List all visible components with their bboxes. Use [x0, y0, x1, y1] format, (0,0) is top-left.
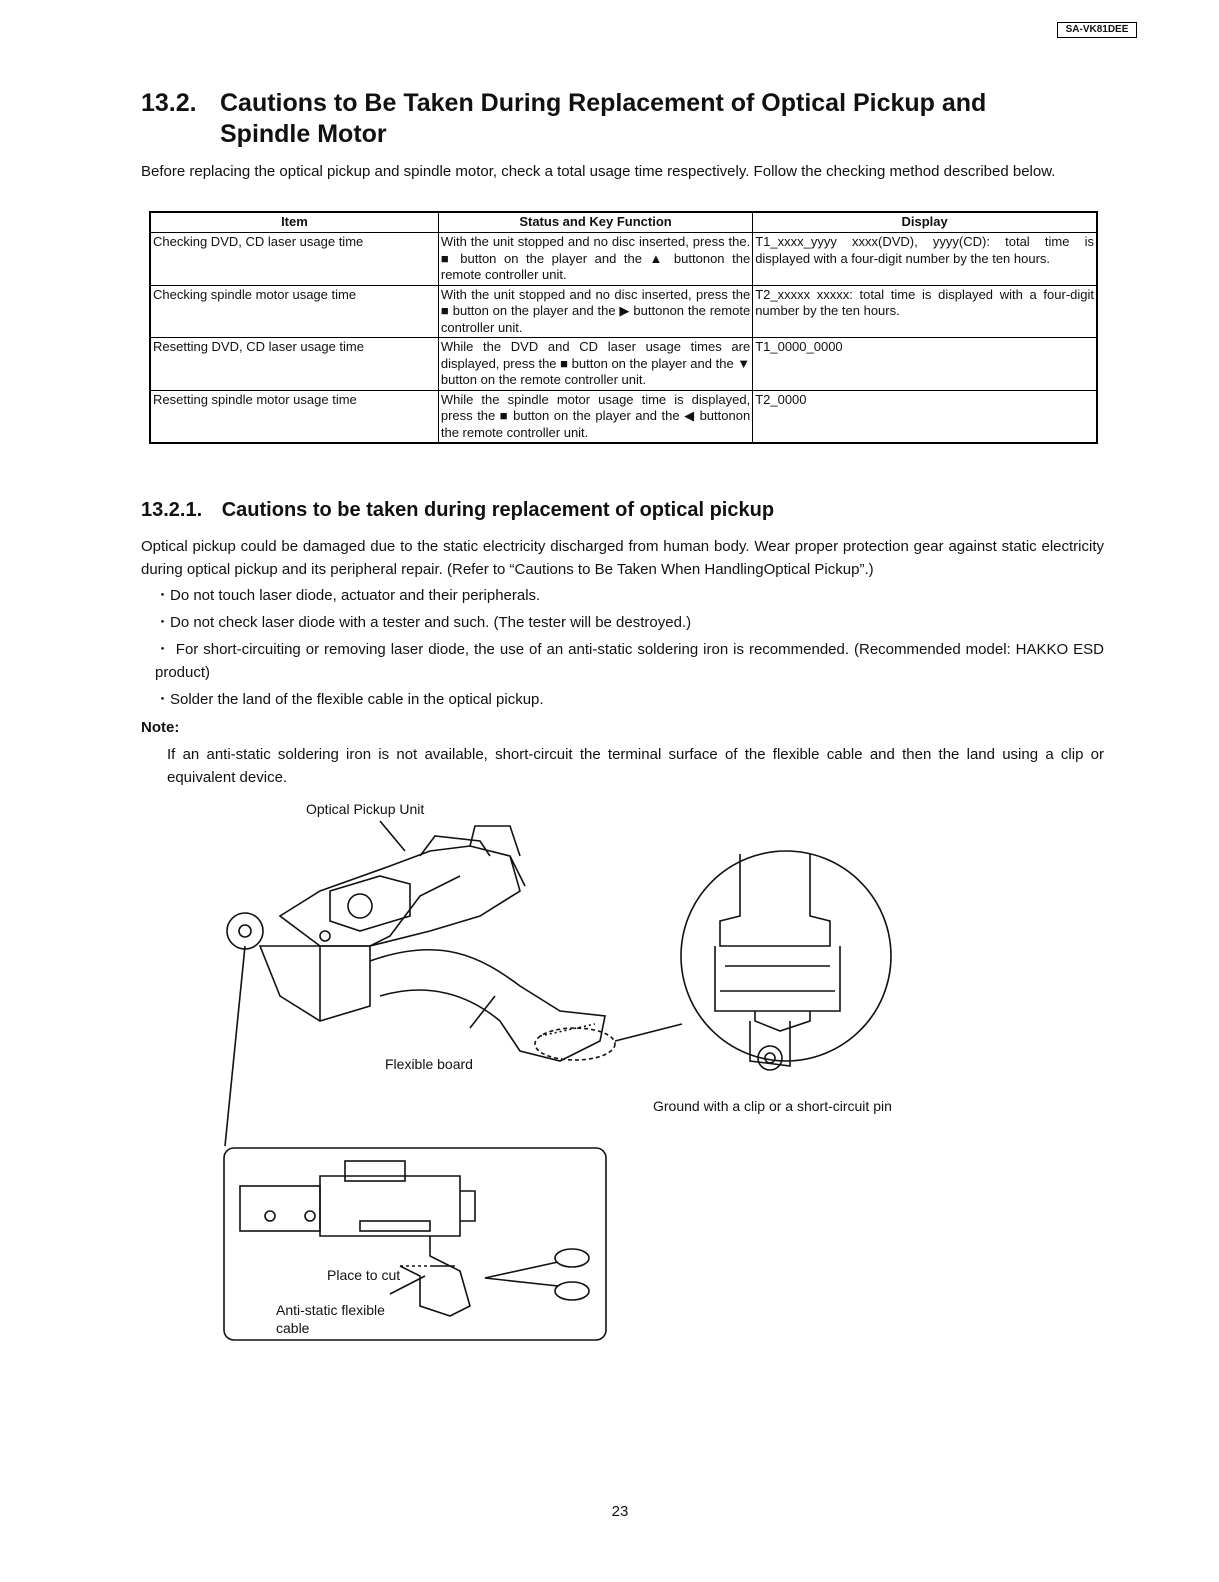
- cell-status: With the unit stopped and no disc inserted, press the ■ button on the player and the ▶ buttonon the remote controller unit.: [438, 285, 752, 338]
- label-anti-static-cable-line1: Anti-static flexible: [276, 1302, 385, 1318]
- column-header-display: Display: [753, 212, 1097, 233]
- page-number: 23: [611, 1503, 629, 1520]
- note-title: Note:: [141, 719, 180, 736]
- cell-display: T1_0000_0000: [753, 338, 1097, 391]
- subsection-intro: Optical pickup could be damaged due to the static electricity discharged from human body. Wear proper protection gear against static electricity during optical pickup and its peripheral repair. (Refer to “Cautions to Be Taken When HandlingOptical Pickup”.): [141, 538, 1104, 578]
- cell-item: Checking DVD, CD laser usage time: [150, 233, 438, 286]
- section-number: 13.2.: [141, 89, 197, 117]
- cell-status: With the unit stopped and no disc inserted, press the. ■ button on the player and the ▲ buttonon the remote controller unit.: [438, 233, 752, 286]
- cell-display: T2_0000: [753, 390, 1097, 443]
- subsection-title: Cautions to be taken during replacement of optical pickup: [221, 499, 775, 521]
- section-title-line1: Cautions to Be Taken During Replacement of Optical Pickup and: [220, 89, 987, 117]
- bullet-item: ・Do not check laser diode with a tester and such. (The tester will be destroyed.): [155, 614, 692, 631]
- label-flexible-board: Flexible board: [385, 1056, 473, 1072]
- table-row: [150, 285, 1097, 338]
- table-header-row: [150, 212, 1097, 233]
- cell-status: While the DVD and CD laser usage times are displayed, press the ■ button on the player and the ▼ button on the remote controller unit.: [438, 338, 752, 391]
- label-ground: Ground with a clip or a short-circuit pin: [653, 1098, 892, 1114]
- bullet-item: ・ For short-circuiting or removing laser diode, the use of an anti-static soldering iron is recommended. (Recommended model: HAKKO ESD product): [155, 641, 1104, 681]
- scissors-icon: [485, 1249, 589, 1300]
- pickup-unit-drawing: [227, 826, 525, 1021]
- subsection-number: 13.2.1.: [141, 499, 203, 521]
- cell-item: Resetting spindle motor usage time: [150, 390, 438, 443]
- column-header-status: Status and Key Function: [438, 212, 752, 233]
- subsection-heading: [141, 499, 774, 522]
- label-place-to-cut: Place to cut: [327, 1267, 401, 1283]
- table-row: [150, 233, 1097, 286]
- table-row: [150, 338, 1097, 391]
- label-anti-static-cable-line2: cable: [276, 1320, 310, 1336]
- cell-status: While the spindle motor usage time is displayed, press the ■ button on the player and the ◀ buttonon the remote controller unit.: [438, 390, 752, 443]
- column-header-item: Item: [150, 212, 438, 233]
- cell-display: T1_xxxx_yyyy xxxx(DVD), yyyy(CD): total time is displayed with a four-digit number by the ten hours.: [753, 233, 1097, 286]
- section-title-line2: Spindle Motor: [220, 120, 387, 148]
- table-row: [150, 390, 1097, 443]
- label-optical-pickup-unit: Optical Pickup Unit: [306, 801, 425, 817]
- optical-pickup-illustration: [220, 796, 940, 1346]
- usage-time-table: [149, 211, 1098, 444]
- section-heading: [141, 88, 1101, 150]
- cell-item: Checking spindle motor usage time: [150, 285, 438, 338]
- bullet-item: ・Solder the land of the flexible cable in the optical pickup.: [155, 691, 544, 708]
- section-intro: Before replacing the optical pickup and spindle motor, check a total usage time respectively. Follow the checking method described below.: [141, 163, 1056, 180]
- bullet-item: ・Do not touch laser diode, actuator and their peripherals.: [155, 587, 541, 604]
- cell-item: Resetting DVD, CD laser usage time: [150, 338, 438, 391]
- cell-display: T2_xxxxx xxxxx: total time is displayed with a four-digit number by the ten hours.: [753, 285, 1097, 338]
- inset-pickup-drawing: [240, 1161, 475, 1316]
- model-number-box: SA-VK81DEE: [1057, 22, 1137, 38]
- note-text: If an anti-static soldering iron is not available, short-circuit the terminal surface of the flexible cable and then the land using a clip or equivalent device.: [167, 746, 1104, 786]
